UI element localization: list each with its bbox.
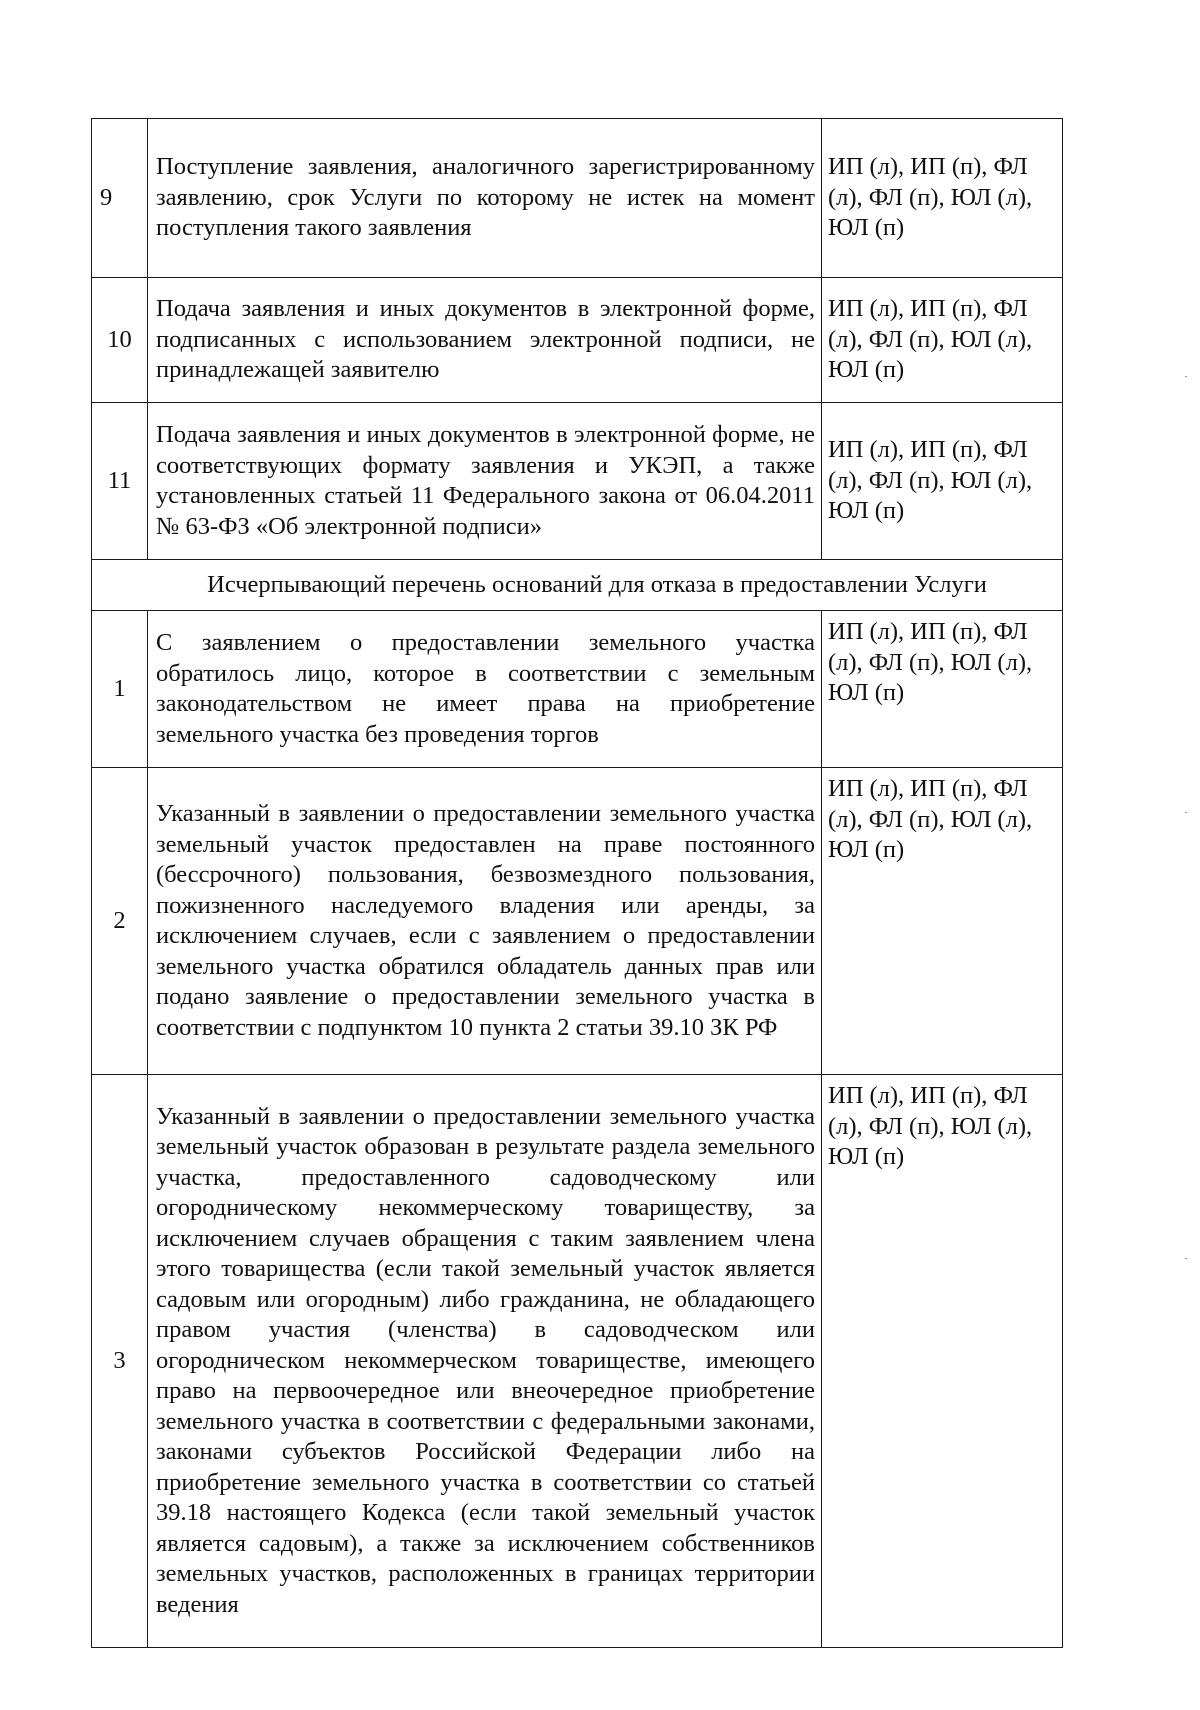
applicant-codes: ИП (л), ИП (п), ФЛ (л), ФЛ (п), ЮЛ (л), ЮЛ (п) (822, 611, 1063, 768)
scan-mark (1185, 376, 1187, 377)
table-row (92, 1075, 1063, 1648)
table-row (92, 611, 1063, 768)
applicant-codes: ИП (л), ИП (п), ФЛ (л), ФЛ (п), ЮЛ (л), ЮЛ (п) (822, 119, 1063, 278)
row-text: Подача заявления и иных документов в электронной форме, подписанных с использованием электронной подписи, не принадлежащей заявителю (148, 278, 822, 403)
table-row (92, 768, 1063, 1075)
grounds-table (91, 118, 1063, 1648)
row-number: 2 (92, 768, 148, 1075)
section-heading-row (92, 560, 1063, 611)
table-row (92, 119, 1063, 278)
row-number: 11 (92, 403, 148, 560)
scan-mark (1185, 812, 1187, 813)
table-row (92, 278, 1063, 403)
section-title: Исчерпывающий перечень оснований для отказа в предоставлении Услуги (92, 560, 1063, 611)
row-text: Поступление заявления, аналогичного зарегистрированному заявлению, срок Услуги по которому не истек на момент поступления такого заявления (148, 119, 822, 278)
row-text: Указанный в заявлении о предоставлении земельного участка земельный участок образован в результате раздела земельного участка, предоставленного садоводческому или огородническому некоммерческому товариществу, за исключением случаев обращения с таким заявлением члена этого товарищества (если такой земельный участок является садовым или огородным) либо гражданина, не обладающего правом участия (членства) в садоводческом или огородническом некоммерческом товариществе, имеющего право на первоочередное или внеочередное приобретение земельного участка в соответствии с федеральными законами, законами субъектов Российской Федерации либо на приобретение земельного участка в соответствии со статьей 39.18 настоящего Кодекса (если такой земельный участок является садовым), а также за исключением собственников земельных участков, расположенных в границах территории ведения (148, 1075, 822, 1648)
applicant-codes: ИП (л), ИП (п), ФЛ (л), ФЛ (п), ЮЛ (л), ЮЛ (п) (822, 768, 1063, 1075)
applicant-codes: ИП (л), ИП (п), ФЛ (л), ФЛ (п), ЮЛ (л), ЮЛ (п) (822, 1075, 1063, 1648)
row-number: 9 (92, 119, 148, 278)
row-text: С заявлением о предоставлении земельного участка обратилось лицо, которое в соответствии с земельным законодательством не имеет права на приобретение земельного участка без проведения торгов (148, 611, 822, 768)
row-number: 3 (92, 1075, 148, 1648)
applicant-codes: ИП (л), ИП (п), ФЛ (л), ФЛ (п), ЮЛ (л), ЮЛ (п) (822, 278, 1063, 403)
row-text: Указанный в заявлении о предоставлении земельного участка земельный участок предоставлен на праве постоянного (бессрочного) пользования, безвозмездного пользования, пожизненного наследуемого владения или аренды, за исключением случаев, если с заявлением о предоставлении земельного участка обратился обладатель данных прав или подано заявление о предоставлении земельного участка в соответствии с подпунктом 10 пункта 2 статьи 39.10 ЗК РФ (148, 768, 822, 1075)
table-row (92, 403, 1063, 560)
applicant-codes: ИП (л), ИП (п), ФЛ (л), ФЛ (п), ЮЛ (л), ЮЛ (п) (822, 403, 1063, 560)
row-text: Подача заявления и иных документов в электронной форме, не соответствующих формату заявления и УКЭП, а также установленных статьей 11 Федерального закона от 06.04.2011 № 63-ФЗ «Об электронной подписи» (148, 403, 822, 560)
row-number: 10 (92, 278, 148, 403)
row-number: 1 (92, 611, 148, 768)
scan-mark (1185, 1258, 1187, 1259)
